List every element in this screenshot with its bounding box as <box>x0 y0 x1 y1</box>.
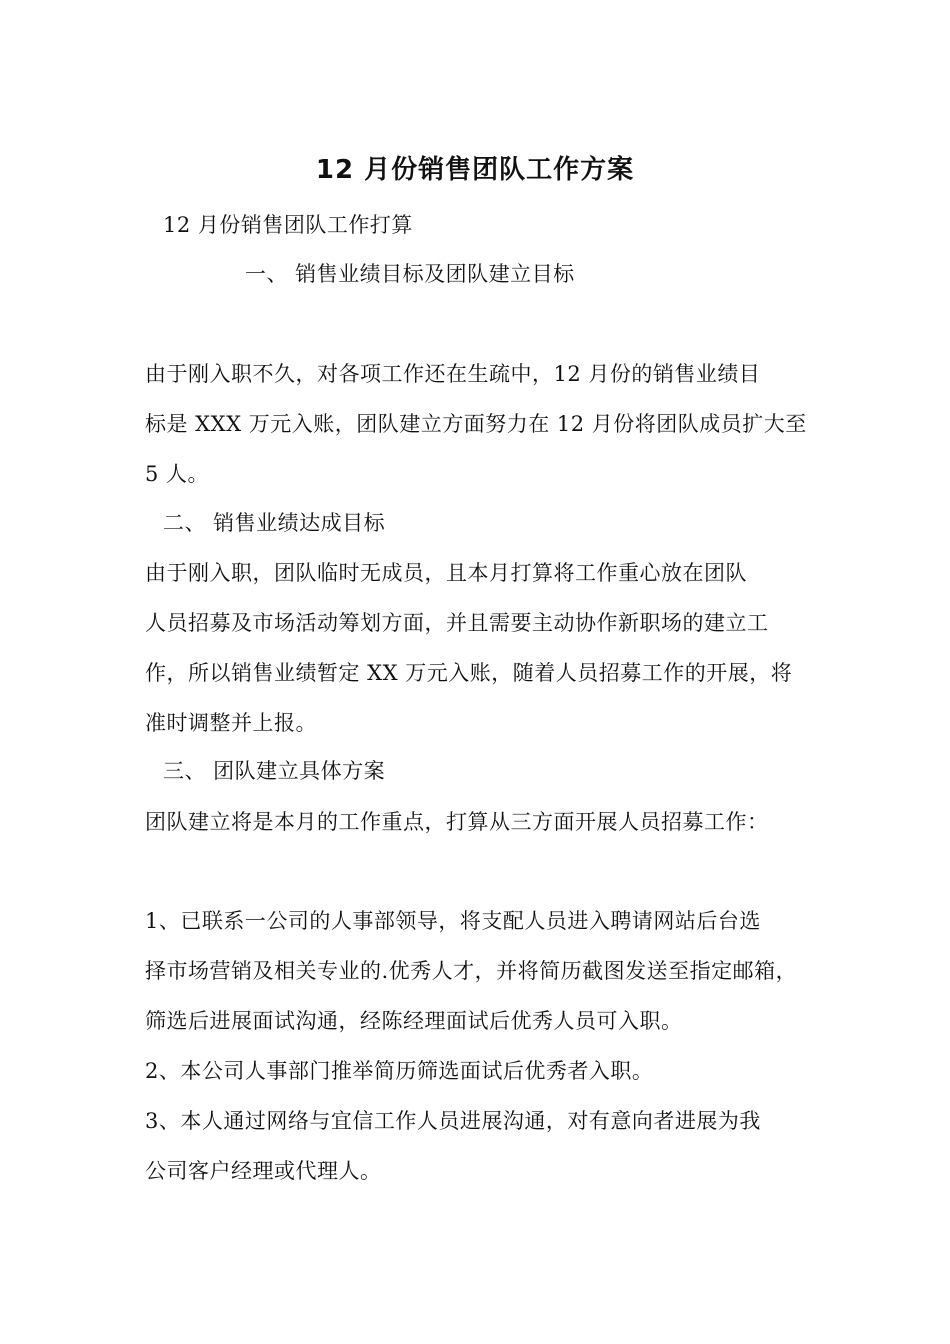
paragraph-line: 公司客户经理或代理人。 <box>145 1159 382 1183</box>
paragraph-line: 5 人。 <box>145 462 210 486</box>
paragraph-line: 团队建立将是本月的工作重点，打算从三方面开展人员招募工作： <box>145 810 769 834</box>
paragraph-line: 准时调整并上报。 <box>145 711 317 735</box>
paragraph-line: 由于刚入职，团队临时无成员，且本月打算将工作重心放在团队 <box>145 561 747 585</box>
paragraph-line: 2、本公司人事部门推举简历筛选面试后优秀者入职。 <box>145 1059 654 1083</box>
section-3-item-3 <box>145 1096 825 1196</box>
section-3-heading: 三、 团队建立具体方案 <box>163 759 386 783</box>
paragraph-line: 标是 XXX 万元入账，团队建立方面努力在 12 月份将团队成员扩大至 <box>145 412 807 436</box>
section-1-heading: 一、 销售业绩目标及团队建立目标 <box>245 262 575 286</box>
section-3-item-2 <box>145 1046 825 1096</box>
paragraph-line: 1、已联系一公司的人事部领导，将支配人员进入聘请网站后台选 <box>145 909 761 933</box>
document-title: 12 月份销售团队工作方案 <box>315 155 635 185</box>
paragraph-line: 由于刚入职不久，对各项工作还在生疏中，12 月份的销售业绩目 <box>145 362 761 386</box>
section-3-item-1 <box>145 896 825 1046</box>
paragraph-line: 人员招募及市场活动筹划方面，并且需要主动协作新职场的建立工 <box>145 611 769 635</box>
section-1-body <box>145 349 825 499</box>
paragraph-line: 择市场营销及相关专业的.优秀人才，并将简历截图发送至指定邮箱， <box>145 959 798 983</box>
section-3-intro <box>145 797 825 847</box>
document-subtitle: 12 月份销售团队工作打算 <box>163 213 413 237</box>
section-2-body <box>145 548 825 748</box>
paragraph-line: 3、本人通过网络与宜信工作人员进展沟通，对有意向者进展为我 <box>145 1109 761 1133</box>
section-2-heading: 二、 销售业绩达成目标 <box>163 511 386 535</box>
paragraph-line: 筛选后进展面试沟通，经陈经理面试后优秀人员可入职。 <box>145 1009 683 1033</box>
paragraph-line: 作，所以销售业绩暂定 XX 万元入账，随着人员招募工作的开展，将 <box>145 661 793 685</box>
